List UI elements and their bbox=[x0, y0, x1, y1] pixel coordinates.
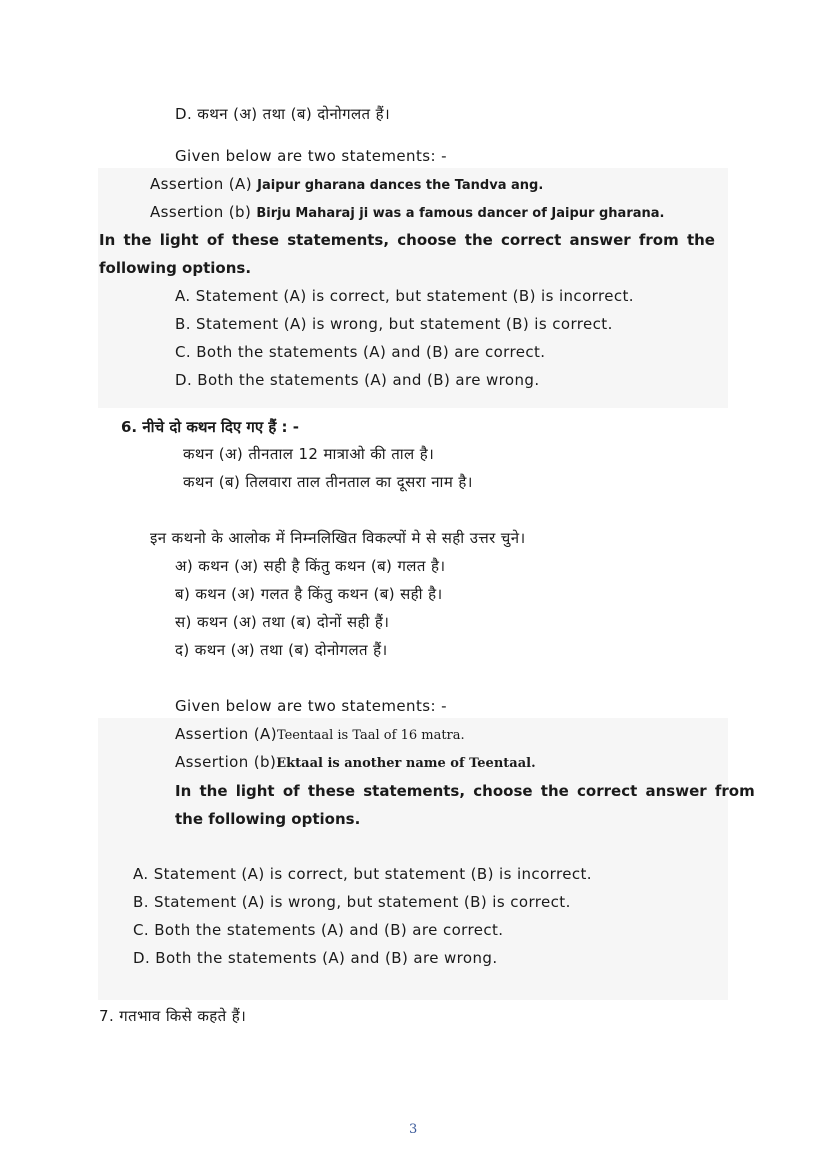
q6-option: D. Both the statements (A) and (B) are wrong. bbox=[133, 949, 498, 967]
q6-assertion-a bbox=[175, 724, 465, 746]
q6-option: B. Statement (A) is wrong, but statement (B) is correct. bbox=[133, 893, 571, 911]
q5-instruction-line2: following options. bbox=[99, 259, 252, 277]
q5-assertion-b-label: Assertion (b) bbox=[150, 203, 257, 221]
q6-heading: 6. नीचे दो कथन दिए गए हैं : - bbox=[121, 418, 300, 436]
q6-hindi-option: द) कथन (अ) तथा (ब) दोनोगलत हैं। bbox=[175, 641, 388, 659]
q7-heading: 7. गतभाव किसे कहते हैं। bbox=[99, 1007, 247, 1025]
q6-assertion-b-label: Assertion (b) bbox=[175, 753, 277, 771]
page-number: 3 bbox=[409, 1122, 418, 1137]
q5-hindi-option-d: D. कथन (अ) तथा (ब) दोनोगलत हैं। bbox=[175, 105, 391, 123]
q6-assertion-b bbox=[175, 752, 536, 774]
q6-assertion-b-text: Ektaal is another name of Teentaal. bbox=[276, 756, 536, 771]
q5-assertion-b-text: Birju Maharaj ji was a famous dancer of Jaipur gharana. bbox=[256, 206, 665, 221]
q6-hindi-option: अ) कथन (अ) सही है किंतु कथन (ब) गलत है। bbox=[175, 557, 446, 575]
q6-option: C. Both the statements (A) and (B) are correct. bbox=[133, 921, 504, 939]
q6-statement-a: कथन (अ) तीनताल 12 मात्राओ की ताल है। bbox=[183, 445, 435, 463]
q5-instruction-line1: In the light of these statements, choose the correct answer from the bbox=[99, 231, 715, 249]
q5-option: A. Statement (A) is correct, but statement (B) is incorrect. bbox=[175, 287, 634, 305]
q5-intro: Given below are two statements: - bbox=[175, 147, 447, 165]
q5-option: D. Both the statements (A) and (B) are wrong. bbox=[175, 371, 540, 389]
q6-hindi-option: स) कथन (अ) तथा (ब) दोनों सही हैं। bbox=[175, 613, 390, 631]
q6-assertion-a-label: Assertion (A) bbox=[175, 725, 277, 743]
q5-option: B. Statement (A) is wrong, but statement (B) is correct. bbox=[175, 315, 613, 333]
q5-option: C. Both the statements (A) and (B) are correct. bbox=[175, 343, 546, 361]
q5-assertion-a-label: Assertion (A) bbox=[150, 175, 258, 193]
q6-intro: Given below are two statements: - bbox=[175, 697, 447, 715]
q5-assertion-a-text: Jaipur gharana dances the Tandva ang. bbox=[257, 178, 544, 193]
q6-statement-b: कथन (ब) तिलवारा ताल तीनताल का दूसरा नाम है। bbox=[183, 473, 473, 491]
q5-assertion-a bbox=[150, 174, 543, 196]
q6-hindi-option: ब) कथन (अ) गलत है किंतु कथन (ब) सही है। bbox=[175, 585, 443, 603]
q6-hindi-instruction: इन कथनो के आलोक में निम्नलिखित विकल्पों मे से सही उत्तर चुने। bbox=[150, 529, 526, 547]
q6-instruction-line1: In the light of these statements, choose the correct answer from bbox=[175, 782, 755, 800]
q6-option: A. Statement (A) is correct, but statement (B) is incorrect. bbox=[133, 865, 592, 883]
q6-assertion-a-text: Teentaal is Taal of 16 matra. bbox=[276, 728, 465, 743]
q5-assertion-b bbox=[150, 202, 664, 224]
q6-instruction-line2: the following options. bbox=[175, 810, 361, 828]
